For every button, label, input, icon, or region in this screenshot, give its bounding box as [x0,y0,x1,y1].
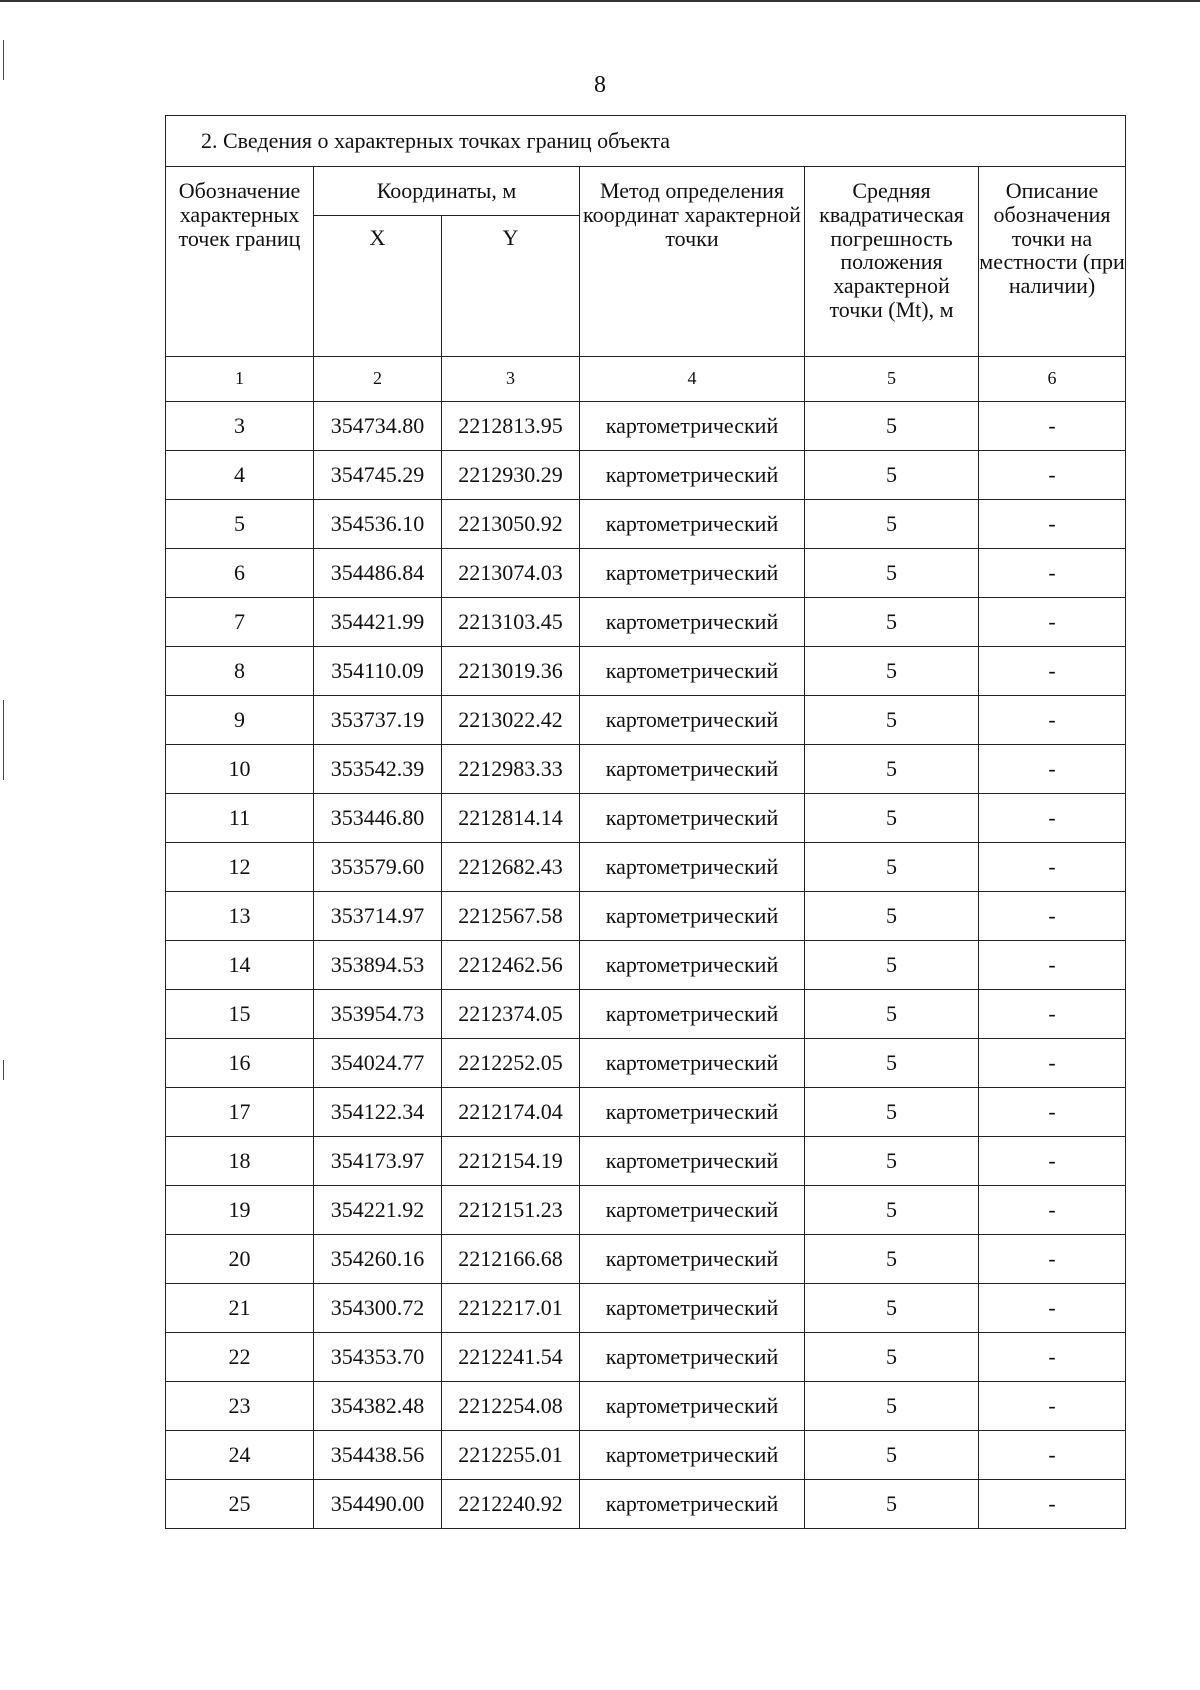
cell-description: - [979,892,1126,941]
cell-method: картометрический [580,745,805,794]
cell-x: 354122.34 [314,1088,442,1137]
cell-method: картометрический [580,1480,805,1529]
cell-method: картометрический [580,598,805,647]
cell-x: 354173.97 [314,1137,442,1186]
cell-point: 18 [166,1137,314,1186]
table-header [166,116,1126,402]
cell-method: картометрический [580,1382,805,1431]
cell-x: 354353.70 [314,1333,442,1382]
cell-y: 2212983.33 [442,745,580,794]
table-row [166,1186,1126,1235]
cell-description: - [979,500,1126,549]
cell-error: 5 [805,402,979,451]
cell-y: 2212240.92 [442,1480,580,1529]
cell-point: 6 [166,549,314,598]
cell-y: 2212252.05 [442,1039,580,1088]
cell-method: картометрический [580,1284,805,1333]
cell-method: картометрический [580,892,805,941]
table-row [166,1382,1126,1431]
cell-x: 353954.73 [314,990,442,1039]
cell-method: картометрический [580,990,805,1039]
cell-description: - [979,941,1126,990]
cell-x: 354438.56 [314,1431,442,1480]
cell-point: 4 [166,451,314,500]
cell-method: картометрический [580,451,805,500]
cell-y: 2212174.04 [442,1088,580,1137]
cell-point: 16 [166,1039,314,1088]
table-row [166,794,1126,843]
cell-y: 2212154.19 [442,1137,580,1186]
cell-error: 5 [805,1039,979,1088]
cell-error: 5 [805,647,979,696]
table-row [166,696,1126,745]
cell-x: 354421.99 [314,598,442,647]
column-number: 1 [166,357,314,402]
cell-method: картометрический [580,1235,805,1284]
cell-point: 13 [166,892,314,941]
cell-point: 10 [166,745,314,794]
column-number: 3 [442,357,580,402]
cell-y: 2212462.56 [442,941,580,990]
column-numbers-row [166,357,1126,402]
cell-error: 5 [805,1333,979,1382]
cell-point: 11 [166,794,314,843]
cell-description: - [979,1137,1126,1186]
header-method: Метод определения координат характерной точки [580,167,805,357]
cell-error: 5 [805,745,979,794]
page-number: 8 [594,72,606,98]
column-number: 4 [580,357,805,402]
cell-x: 353446.80 [314,794,442,843]
cell-x: 354221.92 [314,1186,442,1235]
cell-x: 354260.16 [314,1235,442,1284]
cell-y: 2212813.95 [442,402,580,451]
cell-description: - [979,1431,1126,1480]
cell-description: - [979,990,1126,1039]
header-x: X [314,216,442,357]
cell-x: 354486.84 [314,549,442,598]
table-row [166,1137,1126,1186]
table-row [166,1088,1126,1137]
cell-description: - [979,1382,1126,1431]
scan-margin-mark [3,700,4,780]
cell-description: - [979,696,1126,745]
cell-error: 5 [805,1431,979,1480]
cell-method: картометрический [580,1088,805,1137]
table-row [166,941,1126,990]
cell-error: 5 [805,794,979,843]
cell-y: 2212151.23 [442,1186,580,1235]
cell-error: 5 [805,598,979,647]
cell-x: 354382.48 [314,1382,442,1431]
cell-point: 20 [166,1235,314,1284]
cell-method: картометрический [580,1333,805,1382]
cell-y: 2213019.36 [442,647,580,696]
header-coordinates: Координаты, м [314,167,580,216]
cell-method: картометрический [580,549,805,598]
table-row [166,402,1126,451]
cell-y: 2212217.01 [442,1284,580,1333]
cell-error: 5 [805,1382,979,1431]
cell-x: 354734.80 [314,402,442,451]
table-row [166,843,1126,892]
cell-x: 353714.97 [314,892,442,941]
cell-description: - [979,402,1126,451]
cell-description: - [979,745,1126,794]
cell-error: 5 [805,1088,979,1137]
scan-edge-line [0,0,1200,2]
cell-x: 353542.39 [314,745,442,794]
cell-error: 5 [805,892,979,941]
cell-method: картометрический [580,402,805,451]
cell-y: 2213022.42 [442,696,580,745]
cell-point: 22 [166,1333,314,1382]
cell-error: 5 [805,500,979,549]
table-row [166,1235,1126,1284]
cell-x: 354490.00 [314,1480,442,1529]
cell-description: - [979,549,1126,598]
table-row [166,598,1126,647]
cell-error: 5 [805,696,979,745]
cell-y: 2212255.01 [442,1431,580,1480]
cell-method: картометрический [580,1137,805,1186]
cell-y: 2212930.29 [442,451,580,500]
cell-x: 353737.19 [314,696,442,745]
header-y: Y [442,216,580,357]
header-designation: Обозначение характерных точек границ [166,167,314,357]
cell-error: 5 [805,1186,979,1235]
cell-point: 8 [166,647,314,696]
cell-point: 19 [166,1186,314,1235]
cell-y: 2213050.92 [442,500,580,549]
table-row [166,892,1126,941]
cell-method: картометрический [580,794,805,843]
cell-y: 2212567.58 [442,892,580,941]
cell-point: 17 [166,1088,314,1137]
table-row [166,500,1126,549]
cell-y: 2212241.54 [442,1333,580,1382]
cell-method: картометрический [580,696,805,745]
cell-description: - [979,1039,1126,1088]
cell-point: 21 [166,1284,314,1333]
cell-method: картометрический [580,1431,805,1480]
cell-description: - [979,1186,1126,1235]
cell-method: картометрический [580,1039,805,1088]
cell-description: - [979,647,1126,696]
cell-x: 354536.10 [314,500,442,549]
cell-error: 5 [805,1480,979,1529]
cell-error: 5 [805,941,979,990]
cell-y: 2213074.03 [442,549,580,598]
section-title: 2. Сведения о характерных точках границ объекта [166,116,1126,167]
column-number: 5 [805,357,979,402]
table-body [166,402,1126,1529]
table-row [166,1284,1126,1333]
table-row [166,1333,1126,1382]
cell-y: 2212682.43 [442,843,580,892]
cell-error: 5 [805,1137,979,1186]
cell-description: - [979,1235,1126,1284]
table-row [166,549,1126,598]
cell-error: 5 [805,1235,979,1284]
cell-point: 25 [166,1480,314,1529]
cell-error: 5 [805,451,979,500]
cell-x: 353579.60 [314,843,442,892]
cell-y: 2212814.14 [442,794,580,843]
cell-point: 7 [166,598,314,647]
cell-error: 5 [805,843,979,892]
cell-description: - [979,1088,1126,1137]
table-row [166,745,1126,794]
table-row [166,1039,1126,1088]
scan-margin-mark [3,1060,4,1080]
header-description: Описание обозначения точки на местности (при наличии) [979,167,1126,357]
cell-y: 2212374.05 [442,990,580,1039]
table-row [166,647,1126,696]
cell-method: картометрический [580,500,805,549]
table-row [166,451,1126,500]
cell-point: 24 [166,1431,314,1480]
column-number: 2 [314,357,442,402]
cell-y: 2212166.68 [442,1235,580,1284]
cell-point: 12 [166,843,314,892]
cell-point: 15 [166,990,314,1039]
cell-method: картометрический [580,843,805,892]
cell-error: 5 [805,549,979,598]
cell-description: - [979,451,1126,500]
table-row [166,1480,1126,1529]
cell-description: - [979,598,1126,647]
cell-error: 5 [805,1284,979,1333]
cell-description: - [979,1333,1126,1382]
table-row [166,990,1126,1039]
cell-point: 9 [166,696,314,745]
cell-x: 354110.09 [314,647,442,696]
cell-description: - [979,794,1126,843]
header-error: Средняя квадратическая погрешность положения характерной точки (Mt), м [805,167,979,357]
boundary-points-table [165,115,1126,1529]
cell-x: 354024.77 [314,1039,442,1088]
cell-description: - [979,843,1126,892]
cell-method: картометрический [580,941,805,990]
cell-point: 23 [166,1382,314,1431]
cell-description: - [979,1284,1126,1333]
cell-x: 353894.53 [314,941,442,990]
cell-y: 2213103.45 [442,598,580,647]
cell-y: 2212254.08 [442,1382,580,1431]
cell-method: картометрический [580,1186,805,1235]
cell-x: 354300.72 [314,1284,442,1333]
table-row [166,1431,1126,1480]
cell-point: 14 [166,941,314,990]
cell-point: 5 [166,500,314,549]
cell-x: 354745.29 [314,451,442,500]
column-number: 6 [979,357,1126,402]
cell-error: 5 [805,990,979,1039]
cell-description: - [979,1480,1126,1529]
cell-method: картометрический [580,647,805,696]
cell-point: 3 [166,402,314,451]
